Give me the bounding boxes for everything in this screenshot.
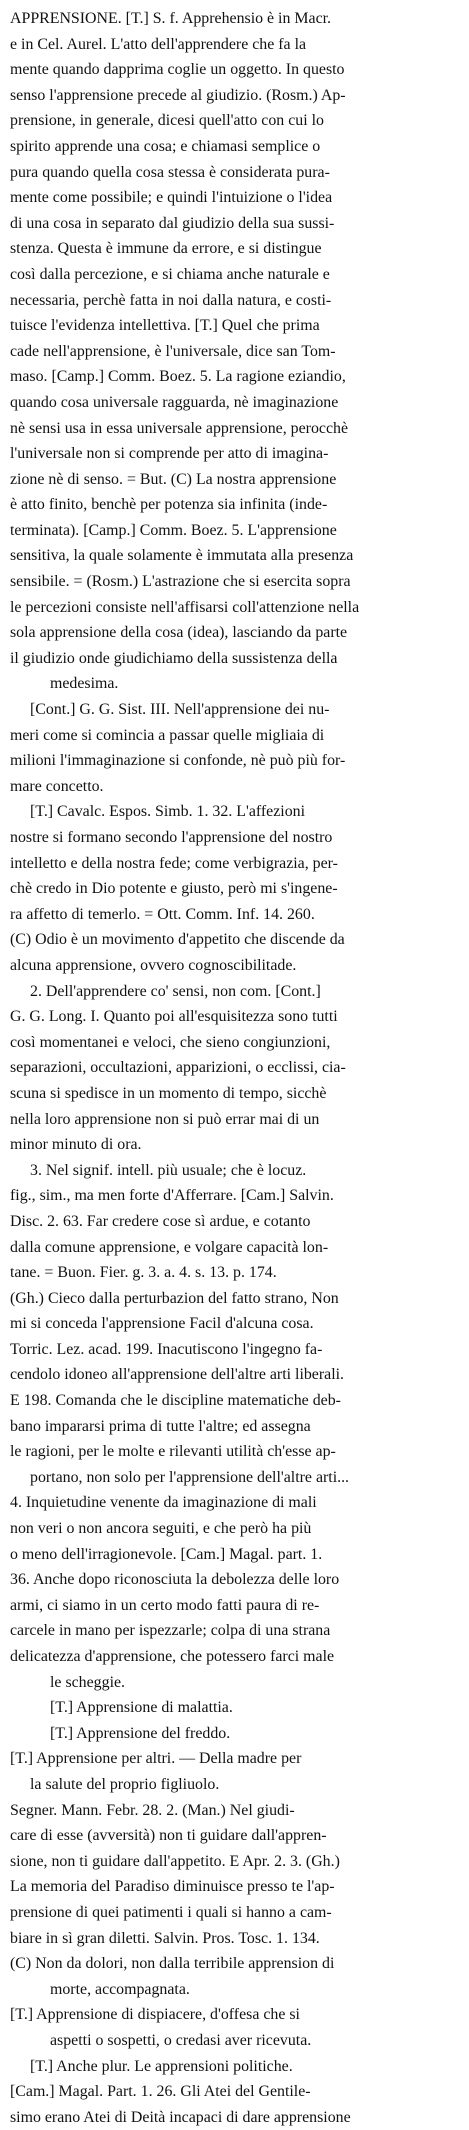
entry-line: spirito apprende una cosa; e chiamasi semplice o <box>10 137 321 155</box>
entry-line: pura quando quella cosa stessa è considerata pura- <box>10 163 330 181</box>
entry-line: simo erano Atei di Deità incapaci di dare apprensione <box>10 2108 351 2126</box>
entry-line: stenza. Questa è immune da errore, e si distingue <box>10 240 322 258</box>
entry-line: maso. [Camp.] Comm. Boez. 5. La ragione eziandio, <box>10 368 346 386</box>
entry-line: intelletto e della nostra fede; come verbigrazia, per- <box>10 854 338 872</box>
entry-line: [Cont.] G. G. Sist. III. Nell'apprensione dei nu- <box>30 701 330 719</box>
entry-line: 3. Nel signif. intell. più usuale; che è locuz. <box>30 1161 307 1179</box>
entry-line: (Gh.) Cieco dalla perturbazion del fatto strano, Non <box>10 1289 339 1307</box>
entry-line: 36. Anche dopo riconosciuta la debolezza delle loro <box>10 1571 340 1589</box>
entry-line: nè sensi usa in essa universale apprensione, perocchè <box>10 419 348 437</box>
entry-line: [T.] Apprensione per altri. — Della madre per <box>10 1750 302 1768</box>
entry-line: o meno dell'irragionevole. [Cam.] Magal. part. 1. <box>10 1545 323 1563</box>
entry-line: e in Cel. Aurel. L'atto dell'apprendere che fa la <box>10 35 307 53</box>
entry-line: [T.] Apprensione del freddo. <box>50 1724 231 1742</box>
entry-line: (C) Non da dolori, non dalla terribile apprension di <box>10 1955 335 1973</box>
entry-line: ra affetto di temerlo. = Ott. Comm. Inf. 14. 260. <box>10 905 315 923</box>
entry-line: mare concetto. <box>10 777 104 795</box>
entry-line: biare in sì gran diletti. Salvin. Pros. Tosc. 1. 134. <box>10 1929 320 1947</box>
entry-line: scuna si spedisce in un momento di tempo, sicchè <box>10 1084 327 1102</box>
entry-line: nella loro apprensione non si può errar mai di un <box>10 1110 320 1128</box>
entry-line: alcuna apprensione, ovvero cognoscibilitade. <box>10 956 297 974</box>
entry-line: cade nell'apprensione, è l'universale, dice san Tom- <box>10 342 336 360</box>
entry-line: 2. Dell'apprendere co' sensi, non com. [Cont.] <box>30 982 321 1000</box>
entry-line: il giudizio onde giudichiamo della sussistenza della <box>10 649 338 667</box>
entry-line: la salute del proprio figliuolo. <box>30 1775 220 1793</box>
entry-line: Torric. Lez. acad. 199. Inacutiscono l'ingegno fa- <box>10 1340 323 1358</box>
entry-line: così dalla percezione, e si chiama anche naturale e <box>10 265 330 283</box>
entry-line: APPRENSIONE. [T.] S. f. Apprehensio è in Macr. <box>10 10 332 27</box>
entry-line: aspetti o sospetti, o credasi aver ricevuta. <box>50 2031 312 2049</box>
entry-line: separazioni, occultazioni, apparizioni, o ecclissi, cia- <box>10 1059 346 1077</box>
entry-line: sione, non ti guidare dall'appetito. E Apr. 2. 3. (Gh.) <box>10 1852 340 1870</box>
entry-line: armi, ci siamo in un certo modo fatti paura di re- <box>10 1596 320 1614</box>
entry-line: [T.] Anche plur. Le apprensioni politiche. <box>30 2057 293 2075</box>
entry-line: nostre si formano secondo l'apprensione del nostro <box>10 829 333 846</box>
entry-line: La memoria del Paradiso diminuisce presso te l'ap- <box>10 1878 335 1896</box>
entry-line: (C) Odio è un movimento d'appetito che discende da <box>10 931 345 949</box>
entry-line: minor minuto di ora. <box>10 1136 142 1154</box>
entry-line: necessaria, perchè fatta in noi dalla natura, e costi- <box>10 291 332 309</box>
entry-line: l'universale non si comprende per atto di imagina- <box>10 445 329 463</box>
entry-line: fig., sim., ma men forte d'Afferrare. [Cam.] Salvin. <box>10 1187 334 1205</box>
entry-line: mente come possibile; e quindi l'intuizione o l'idea <box>10 189 333 207</box>
entry-line: le percezioni consiste nell'affisarsi coll'attenzione nella <box>10 598 360 616</box>
entry-line: prensione di quei patimenti i quali si hanno a cam- <box>10 1903 332 1921</box>
entry-line: [T.] Cavalc. Espos. Simb. 1. 32. L'affezioni <box>30 803 306 821</box>
entry-line: [Cam.] Magal. Part. 1. 26. Gli Atei del Gentile- <box>10 2083 311 2101</box>
entry-line: meri come si comincia a passar quelle migliaia di <box>10 726 325 744</box>
entry-line: è atto finito, benchè per potenza sia infinita (inde- <box>10 496 328 514</box>
entry-line: milioni l'immaginazione si confonde, nè può più for- <box>10 752 346 770</box>
entry-line: dalla comune apprensione, e volgare capacità lon- <box>10 1238 329 1256</box>
entry-line: [T.] Apprensione di dispiacere, d'offesa che si <box>10 2006 300 2024</box>
entry-line: zione nè di senso. = But. (C) La nostra apprensione <box>10 470 337 488</box>
entry-line: mente quando dapprima coglie un oggetto. In questo <box>10 61 345 79</box>
entry-line: sensitiva, la quale solamente è immutata alla presenza <box>10 547 354 565</box>
entry-line: prensione, in generale, dicesi quell'atto con cui lo <box>10 112 324 130</box>
entry-line: [T.] Apprensione di malattia. <box>50 1699 233 1717</box>
entry-line: E 198. Comanda che le discipline matematiche deb- <box>10 1392 341 1410</box>
entry-line: le scheggie. <box>50 1673 126 1691</box>
entry-line: G. G. Long. I. Quanto poi all'esquisitezza sono tutti <box>10 1008 338 1026</box>
entry-line: Disc. 2. 63. Far credere cose sì ardue, e cotanto <box>10 1212 311 1230</box>
entry-line: delicatezza d'apprensione, che potessero farci male <box>10 1648 335 1665</box>
entry-line: tane. = Buon. Fier. g. 3. a. 4. s. 13. p. 174. <box>10 1264 277 1282</box>
entry-line: tuisce l'evidenza intellettiva. [T.] Quel che prima <box>10 317 320 335</box>
entry-line: senso l'apprensione precede al giudizio. (Rosm.) Ap- <box>10 86 346 104</box>
entry-line: così momentanei e veloci, che sieno congiunzioni, <box>10 1033 331 1051</box>
entry-line: le ragioni, per le molte e rilevanti utilità ch'esse ap- <box>10 1443 336 1461</box>
entry-line: quando cosa universale ragguarda, nè imaginazione <box>10 393 339 411</box>
entry-line: Segner. Mann. Febr. 28. 2. (Man.) Nel giudi- <box>10 1801 295 1819</box>
entry-line: portano, non solo per l'apprensione dell'altre arti... <box>30 1468 350 1486</box>
entry-line: sola apprensione della cosa (idea), lasciando da parte <box>10 624 348 642</box>
entry-line: sensibile. = (Rosm.) L'astrazione che si esercita sopra <box>10 573 351 591</box>
entry-line: chè credo in Dio potente e giusto, però mi s'ingene- <box>10 880 338 898</box>
entry-line: di una cosa in separato dal giudizio della sua sussi- <box>10 214 335 232</box>
entry-line: cendolo idoneo all'apprensione dell'altre arti liberali. <box>10 1366 345 1384</box>
entry-line: non veri o non ancora seguiti, e che però ha più <box>10 1520 312 1538</box>
entry-line: mi si conceda l'apprensione Facil d'alcuna cosa. <box>10 1315 314 1333</box>
entry-line: morte, accompagnata. <box>50 1980 190 1998</box>
entry-line: carcele in mano per ispezzarle; colpa di una strana <box>10 1622 331 1640</box>
entry-line: bano impararsi prima di tutte l'altre; ed assegna <box>10 1417 311 1435</box>
entry-line: 4. Inquietudine venente da imaginazione di mali <box>10 1494 317 1512</box>
entry-line: terminata). [Camp.] Comm. Boez. 5. L'apprensione <box>10 521 337 539</box>
entry-line: care di esse (avversità) non ti guidare dall'appren- <box>10 1827 327 1845</box>
entry-line: medesima. <box>50 675 119 693</box>
